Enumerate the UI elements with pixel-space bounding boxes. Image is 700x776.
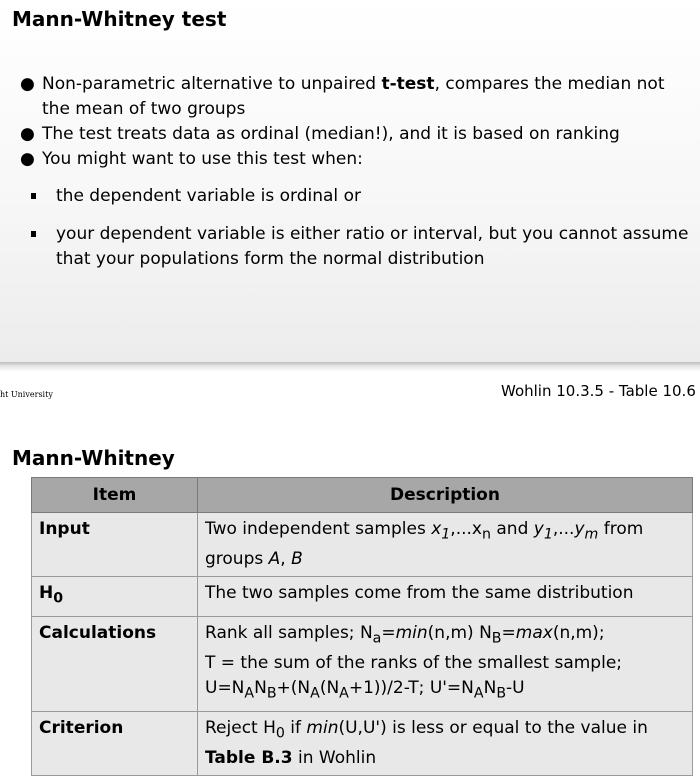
- table-header-row: [32, 478, 693, 513]
- bullet-list: [20, 72, 692, 272]
- bullet-item: [20, 72, 692, 122]
- slide-bottom: [0, 372, 700, 768]
- bullet-dot-icon: ●: [20, 74, 35, 94]
- bullet-text: The test treats data as ordinal (median!), and it is based on ranking: [42, 124, 620, 144]
- bullet-text-pre: Non-parametric alternative to unpaired: [42, 74, 382, 94]
- sub-bullet-item: [20, 184, 692, 209]
- square-bullet-icon: [31, 231, 36, 237]
- table-row: [32, 616, 693, 711]
- bullet-dot-icon: ●: [20, 124, 35, 144]
- row-description: Rank all samples; $N_a=\min(n,m)$ $N_B=\max(n,m)$; T = the sum of the ranks of the smallest sample; $U=N_AN_B+(N_A(N_A+1))/2-T$; $U'=N_AN_B-U$: [198, 616, 693, 711]
- column-header-description: Description: [198, 478, 693, 513]
- sub-bullet-text: the dependent variable is ordinal or: [56, 186, 361, 206]
- university-label: ht University: [0, 390, 53, 399]
- bullet-text: You might want to use this test when:: [42, 149, 363, 169]
- row-item: $H_0$: [32, 577, 198, 616]
- square-bullet-icon: [31, 193, 36, 199]
- bullet-dot-icon: ●: [20, 149, 35, 169]
- row-item: Criterion: [32, 711, 198, 775]
- slide-title: Mann-Whitney: [12, 446, 175, 470]
- table-row: [32, 711, 693, 775]
- sub-bullet-text: your dependent variable is either ratio or interval, but you cannot assume that your populations form the normal distribution: [56, 224, 689, 269]
- sub-bullet-item: [20, 222, 692, 272]
- row-description: Reject $H_0$ if min(U,U') is less or equal to the value in Table B.3 in Wohlin: [198, 711, 693, 775]
- reference-label: Wohlin 10.3.5 - Table 10.6: [501, 382, 696, 400]
- column-header-item: Item: [32, 478, 198, 513]
- slide-separator: [0, 362, 700, 372]
- row-item: Calculations: [32, 616, 198, 711]
- table-row: [32, 577, 693, 616]
- row-description: Two independent samples $x_1,...x_n$ and $y_1,...y_m$ from groups A, B: [198, 513, 693, 577]
- row-description: The two samples come from the same distribution: [198, 577, 693, 616]
- table-row: [32, 513, 693, 577]
- slide-title: Mann-Whitney test: [12, 7, 227, 31]
- row-item: Input: [32, 513, 198, 577]
- bullet-text-post: , compares the median not the mean of two groups: [42, 74, 665, 119]
- slide-top: [0, 0, 700, 362]
- bullet-text-bold: t-test: [381, 74, 435, 94]
- bullet-item: [20, 147, 692, 172]
- mann-whitney-table: [31, 477, 693, 776]
- bullet-item: [20, 122, 692, 147]
